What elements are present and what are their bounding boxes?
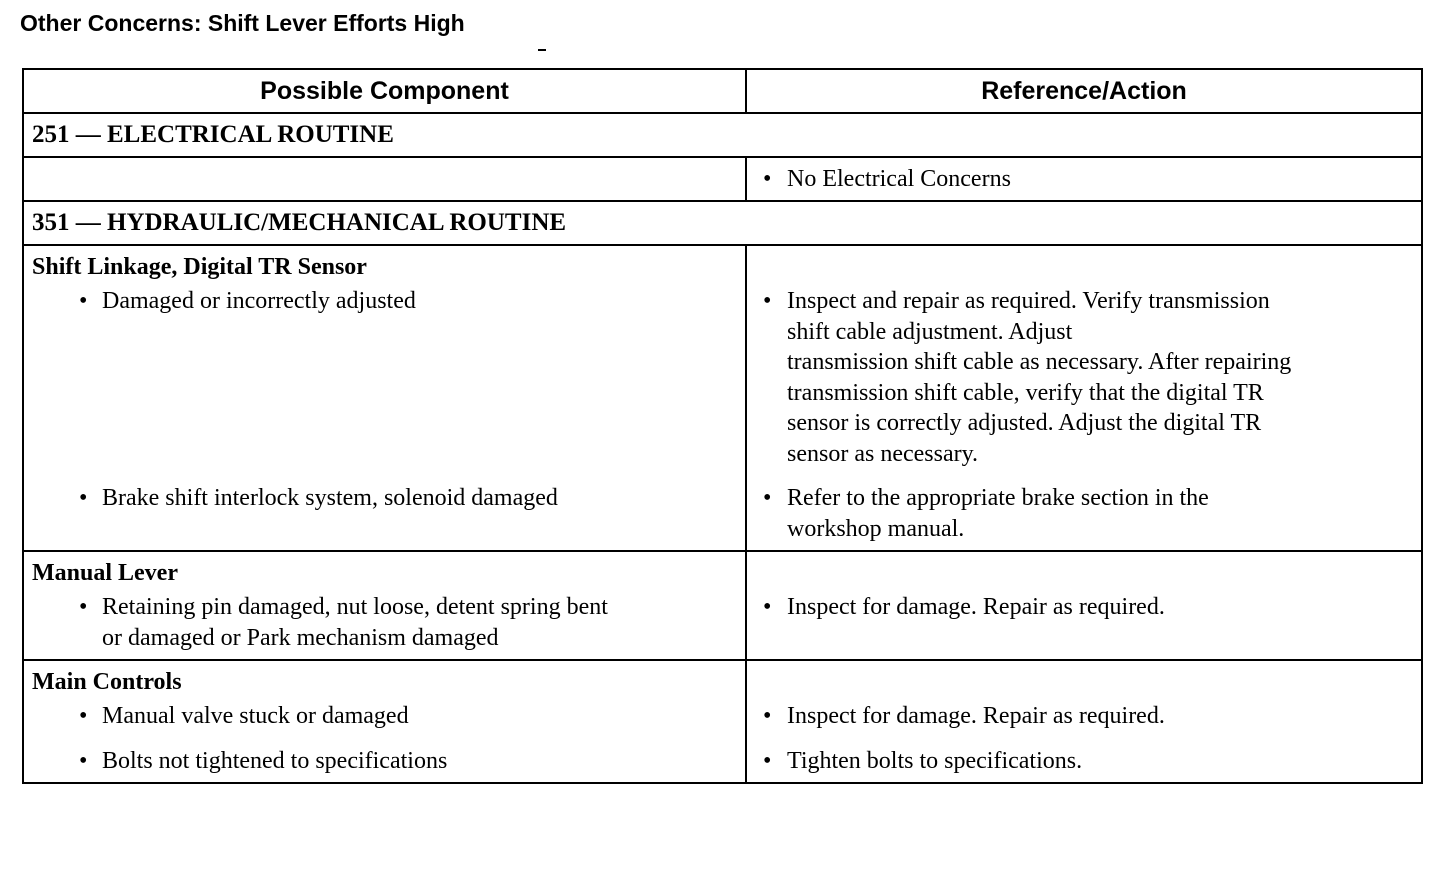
hydraulic-routine-row [23, 201, 1422, 245]
component-line: • Retaining pin damaged, nut loose, detent spring bent [102, 594, 608, 620]
header-reference-action: Reference/Action [746, 69, 1422, 113]
action-item [747, 483, 1421, 544]
diagnostic-table [22, 68, 1423, 784]
stray-mark [538, 49, 546, 51]
group-title: Shift Linkage, Digital TR Sensor [32, 254, 367, 280]
component-line: or damaged or Park mechanism damaged [102, 624, 499, 651]
action-item: • Tighten bolts to specifications. [747, 746, 1421, 777]
electrical-routine-heading: 251 — ELECTRICAL ROUTINE [23, 113, 1422, 157]
component-cell [23, 660, 746, 783]
action-line: workshop manual. [787, 515, 965, 542]
empty-cell [23, 157, 746, 201]
action-cell [746, 660, 1422, 783]
action-line: shift cable adjustment. Adjust [787, 318, 1073, 345]
component-item: • Damaged or incorrectly adjusted [24, 286, 745, 469]
action-line: sensor as necessary. [787, 440, 979, 467]
electrical-action-cell [746, 157, 1422, 201]
component-cell [23, 245, 746, 551]
group-title: Main Controls [32, 669, 182, 695]
group-title: Manual Lever [32, 560, 178, 586]
action-line: transmission shift cable as necessary. After repairing [787, 349, 1292, 375]
component-item [24, 592, 745, 653]
action-item: • Inspect for damage. Repair as required. [747, 701, 1421, 732]
group-main-controls [23, 660, 1422, 783]
component-item: • Manual valve stuck or damaged [24, 701, 745, 732]
component-item: • Brake shift interlock system, solenoid damaged [24, 483, 745, 514]
component-item: • Bolts not tightened to specifications [24, 746, 745, 777]
action-line: transmission shift cable, verify that the digital TR [787, 379, 1264, 406]
page-title: Other Concerns: Shift Lever Efforts High [20, 10, 465, 36]
action-item [747, 286, 1421, 469]
electrical-routine-row [23, 113, 1422, 157]
electrical-action-row [23, 157, 1422, 201]
action-item: • Inspect for damage. Repair as required. [747, 592, 1421, 623]
action-cell [746, 551, 1422, 660]
header-row [23, 69, 1422, 113]
header-possible-component: Possible Component [23, 69, 746, 113]
group-shift-linkage [23, 245, 1422, 551]
action-line: sensor is correctly adjusted. Adjust the digital TR [787, 410, 1262, 436]
action-line: • Inspect and repair as required. Verify transmission [787, 288, 1270, 314]
component-cell [23, 551, 746, 660]
electrical-action: • No Electrical Concerns [747, 164, 1421, 195]
action-cell [746, 245, 1422, 551]
group-manual-lever [23, 551, 1422, 660]
action-line: • Refer to the appropriate brake section in the [787, 485, 1209, 511]
hydraulic-routine-heading: 351 — HYDRAULIC/MECHANICAL ROUTINE [23, 201, 1422, 245]
